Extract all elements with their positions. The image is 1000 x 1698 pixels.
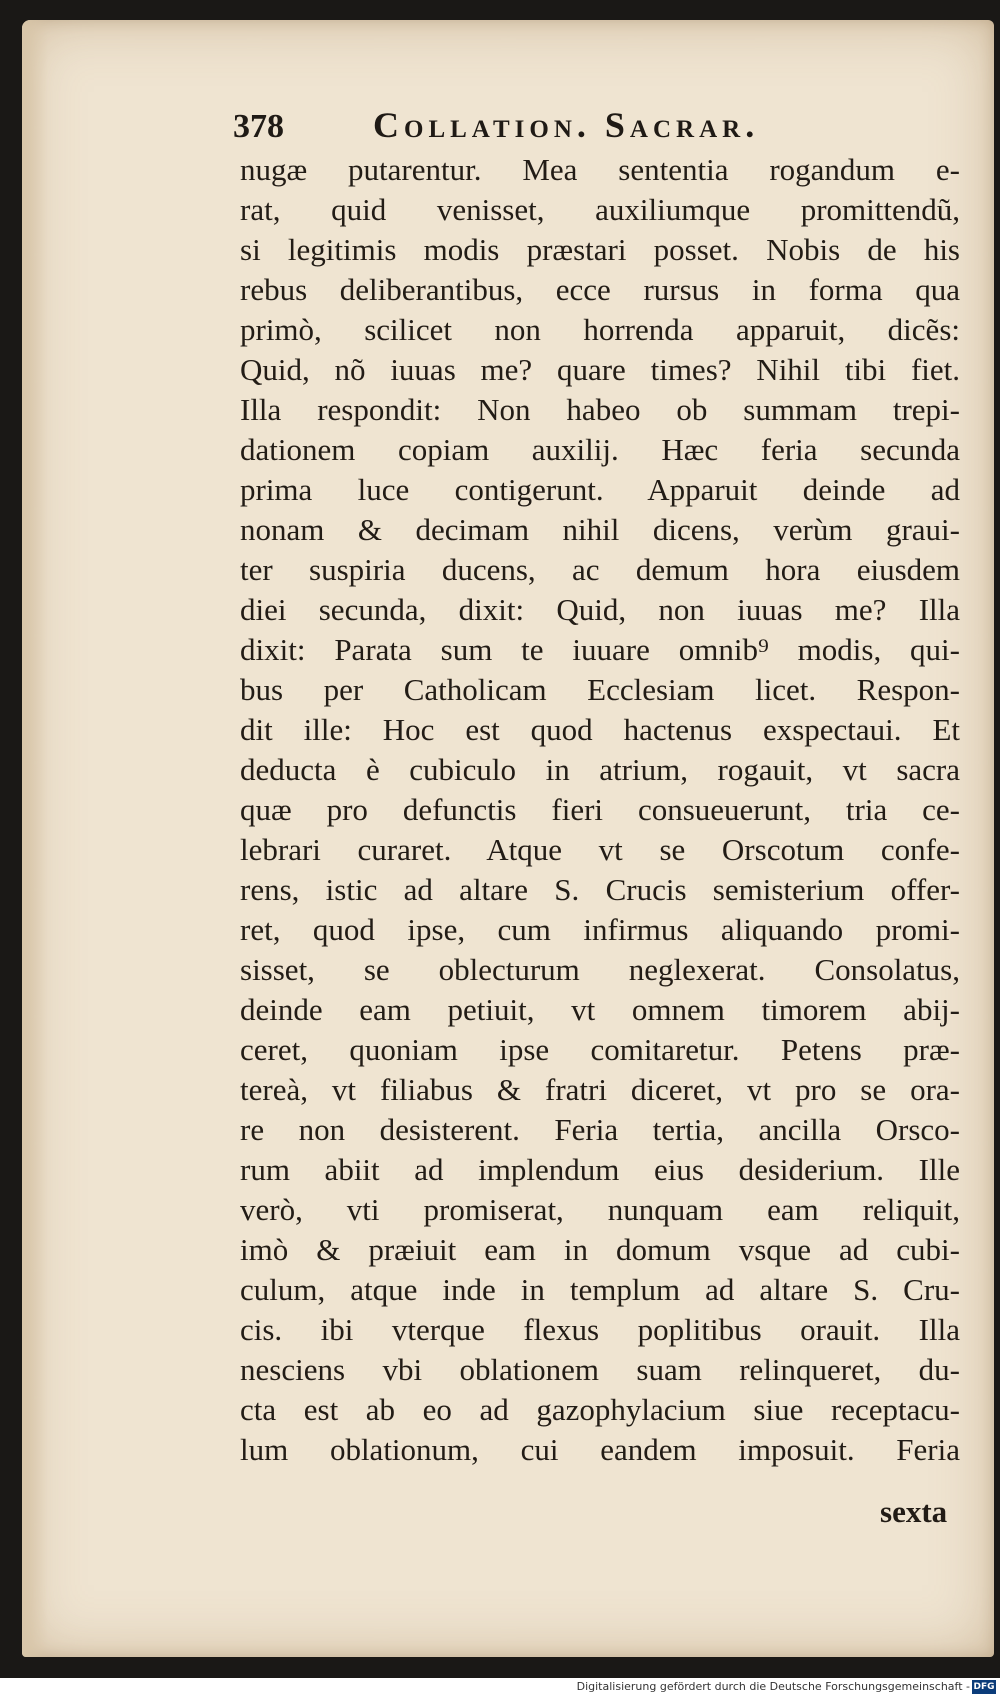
- text-line: bus per Catholicam Ecclesiam licet. Respon-: [240, 672, 960, 707]
- catchword: sexta: [880, 1494, 948, 1529]
- dfg-logo: DFG: [973, 1682, 995, 1692]
- footer-bar: [0, 1678, 1000, 1698]
- text-line: rebus deliberantibus, ecce rursus in forma qua: [240, 272, 960, 307]
- text-line: culum, atque inde in templum ad altare S. Cru-: [240, 1272, 960, 1307]
- text-line: Quid, nõ iuuas me? quare times? Nihil tibi fiet.: [240, 352, 960, 387]
- text-line: prima luce contigerunt. Apparuit deinde ad: [240, 472, 960, 507]
- text-line: nugæ putarentur. Mea sententia rogandum e-: [240, 152, 960, 187]
- text-line: re non desisterent. Feria tertia, ancilla Orsco-: [240, 1112, 960, 1147]
- text-line: primò, scilicet non horrenda apparuit, dicẽs:: [240, 312, 960, 347]
- text-line: imò & præiuit eam in domum vsque ad cubi-: [240, 1232, 960, 1267]
- text-line: Illa respondit: Non habeo ob summam trepi-: [240, 392, 960, 427]
- text-line: deinde eam petiuit, vt omnem timorem abij-: [240, 992, 960, 1027]
- text-line: deducta è cubiculo in atrium, rogauit, vt sacra: [240, 752, 960, 787]
- page-gutter-edge: [22, 20, 48, 1657]
- text-line: nesciens vbi oblationem suam relinqueret, du-: [240, 1352, 960, 1387]
- text-line: dixit: Parata sum te iuuare omnib⁹ modis, qui-: [240, 632, 960, 667]
- text-line: cta est ab eo ad gazophylacium siue receptacu-: [240, 1392, 960, 1427]
- text-line: verò, vti promiserat, nunquam eam reliquit,: [240, 1192, 960, 1227]
- text-line: si legitimis modis præstari posset. Nobis de his: [240, 232, 960, 267]
- running-head: [233, 104, 873, 154]
- funding-credit: Digitalisierung gefördert durch die Deutsche Forschungsgemeinschaft -: [576, 1680, 970, 1693]
- running-title: Collation. Sacrar.: [373, 105, 760, 145]
- text-line: dationem copiam auxilij. Hæc feria secunda: [240, 432, 960, 467]
- text-line: lum oblationum, cui eandem imposuit. Feria: [240, 1432, 960, 1467]
- text-line: quæ pro defunctis fieri consueuerunt, tria ce-: [240, 792, 960, 827]
- text-line: lebrari curaret. Atque vt se Orscotum confe-: [240, 832, 960, 867]
- text-line: ceret, quoniam ipse comitaretur. Petens præ-: [240, 1032, 960, 1067]
- text-line: rat, quid venisset, auxiliumque promittendũ,: [240, 192, 960, 227]
- page-number: 378: [233, 108, 284, 145]
- text-line: ret, quod ipse, cum infirmus aliquando promi-: [240, 912, 960, 947]
- text-line: ter suspiria ducens, ac demum hora eiusdem: [240, 552, 960, 587]
- text-line: rens, istic ad altare S. Crucis semisterium offer-: [240, 872, 960, 907]
- text-line: nonam & decimam nihil dicens, verùm graui-: [240, 512, 960, 547]
- body-text: [240, 150, 960, 1470]
- text-line: sisset, se oblecturum neglexerat. Consolatus,: [240, 952, 960, 987]
- text-line: dit ille: Hoc est quod hactenus exspectaui. Et: [240, 712, 960, 747]
- text-line: tereà, vt filiabus & fratri diceret, vt pro se ora-: [240, 1072, 960, 1107]
- text-line: rum abiit ad implendum eius desiderium. Ille: [240, 1152, 960, 1187]
- text-line: cis. ibi vterque flexus poplitibus orauit. Illa: [240, 1312, 960, 1347]
- text-line: diei secunda, dixit: Quid, non iuuas me? Illa: [240, 592, 960, 627]
